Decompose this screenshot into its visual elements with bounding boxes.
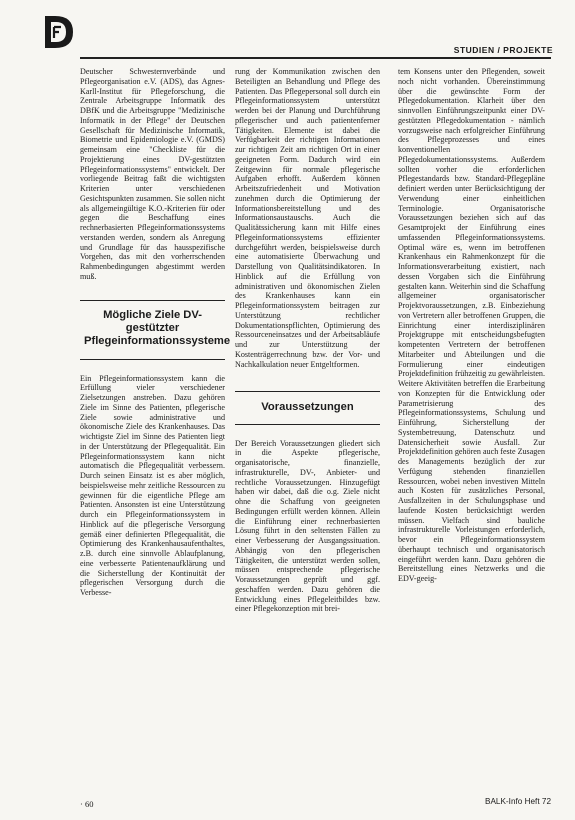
column-2: [235, 67, 380, 614]
prerequisites-paragraph: Der Bereich Voraussetzungen gliedert sich in die Aspekte pflegerische, organisatorische, finanzielle, infrastrukturelle, DV-, Anbieter- und rechtliche Voraussetzungen. Hinzugefügt haben wir dabei, daß die o.g. Ziele nicht ohne die Schaffung von geeigneten Bedingungen erfüllt werden können. Allein die Einführung einer rechnerbasierten Lösung führt in den seltensten Fällen zu einer Verbesserung der Ausgangssituation. Abhängig von den pflegerischen Tätigkeiten, die unterstützt werden sollen, müssen entsprechende pflegerische Voraussetzungen geprüft und ggf. geschaffen werden. Dazu gehören die Entwicklung eines Pflegeleitbildes bzw. einer Pflegekonzeption mit brei-: [235, 438, 380, 614]
section-label: STUDIEN / PROJEKTE: [453, 45, 553, 55]
goals-paragraph: Ein Pflegeinformationssystem kann die Erfüllung vieler verschiedener Zielsetzungen anstreben. Dazu gehören Ziele im Sinne des Patienten, pflegerische Ziele sowie administrative und ökonomische Ziele des Krankenhauses. Das wichtigste Ziel im Sinne des Patienten liegt in der Unterstützung der Pflegequalität. Ein Pflegeinformationssystem kann nicht automatisch die Pflegequalität verbessern. Durch seinen Einsatz ist es aber möglich, beispielsweise mehr zeitliche Ressourcen zu gewinnen für die eigentliche Pflege am Patienten. Ansonsten ist eine Unterstützung durch ein Pflegeinformationssystem in Hinblick auf die pflegerische Versorgung gemäß einer definierten Pflegequalität, die Optimierung des Krankenhausaufenthaltes, z.B. durch eine sinnvolle Ablaufplanung, eine verbesserte Patientenaufklärung und die Sicherstellung der Kontinuität der pflegerischen Versorgung durch die Verbesse-: [80, 373, 225, 598]
section-heading-goals: Mögliche Ziele DV-gestützter Pflegeinformationssysteme: [80, 300, 225, 360]
page-number: · 60: [80, 799, 94, 809]
column-1: [80, 67, 231, 598]
goals-continued-paragraph: rung der Kommunikation zwischen den Beteiligten an Behandlung und Pflege des Patienten. Das Pflegepersonal soll durch ein Pflegeinformationssystem unterstützt werden bei der Planung und Durchführung pflegerischer und auch patientenferner Tätigkeiten. Elemente ist dabei die Verfügbarkeit der richtigen Informationen zur richtigen Zeit am richtigen Ort in einer geeigneten Form. Dadurch wird ein Zeitgewinn für normale pflegerische Aufgaben erhofft. Außerdem können Arbeitszufriedenheit und Motivation zunehmen durch die Optimierung der Informationsbereitstellung und des Informationsaustauschs. Auch die Qualitätssicherung kann mit Hilfe eines Pflegeinformationssystems effizienter durchgeführt werden, beispielsweise durch eine automatisierte Überwachung und Darstellung von Qualitätsindikatoren. In Hinblick auf die Erfüllung von administrativen und ökonomischen Zielen des Krankenhauses kann ein Pflegeinformationssystem beitragen zur Unterstützung rechtlicher Dokumentationspflichten, Optimierung des Ressourceneinsatzes und der Arbeitsabläufe und zur Unterstützung der Kostenträgerrechnung bzw. der Vor- und Nachkalkulation neuer Entgeltformen.: [235, 67, 380, 369]
column-3: [398, 67, 545, 584]
header-rule: [80, 57, 551, 59]
prerequisites-continued-paragraph: tem Konsens unter den Pflegenden, soweit noch nicht vorhanden. Übereinstimmung über die gewünschte Form der Pflegedokumentation. Klarheit über den sinnvollen Einführungszeitpunkt einer DV-gestützten Pflegedokumentation - nämlich vorzugsweise nach erfolgreicher Einführung des Pflegeprozesses und eines konventionellen Pflegedokumentationssystems. Außerdem sollten vorher die erforderlichen Pflegestandards bzw. Standard-Pflegepläne definiert werden unter Berücksichtigung der Verwendung einer einheitlichen Terminologie. Organisatorische Voraussetzungen beziehen sich auf das Gesamtprojekt der Einführung eines umfassenden Pflegeinformationssystems. Optimal wäre es, wenn im betroffenen Krankenhaus ein Rahmenkonzept für die Informationsverarbeitung existiert, nach dessen Vorgaben sich die Einführung gestalten kann. Weiterhin sind die Schaffung allgemeiner organisatorischer Projektvoraussetzungen, z.B. Einbeziehung von Vertretern aller betroffenen Gruppen, die Einrichtung einer interdisziplinären Projektgruppe mit entscheidungsbefugten kompetenten Vertretern der betroffenen Mitarbeiter und Abteilungen und die Formulierung einer eindeutigen Projektdefinition frühzeitig zu gewährleisten. Weitere Aktivitäten betreffen die Erarbeitung von Konzepten für die Entwicklung oder Parametrisierung des Pflegeinformationssystems, Schulung und Einführung, Sicherstellung der Systembetreuung, Datenschutz und Datensicherheit sowie Ausfall. Zur Projektdefinition gehören auch feste Zusagen des Managements bezüglich der zur Verfügung stehenden finanziellen Ressourcen, wobei neben investiven Mitteln auch Kosten für zusätzliches Personal, Ausfallzeiten in der Schulungsphase und laufende Kosten berücksichtigt werden müssen. Vielfach sind bauliche infrastrukturelle Vorleistungen erforderlich, bevor ein Pflegeinformationssystem überhaupt technisch und organisatorisch eingeführt werden kann. Dazu gehören die Bereitstellung eines Netzwerks und die EDV-geeig-: [398, 67, 545, 583]
intro-paragraph: Deutscher Schwesternverbände und Pflegeorganisation e.V. (ADS), das Agnes-Karll-Institut für Pflegeforschung, die Zentrale Arbeitsgruppe Informatik des DBfK und die Arbeitsgruppe "Medizinische Informatik in der Pflege" der Deutschen Gesellschaft für Medizinische Informatik, Biometrie und Epidemiologie e.V. (GMDS) gemeinsam eine "Checkliste für die Projektierung eines DV-gestützten Pflegeinformationssystems" entwickelt. Der vorliegende Beitrag faßt die wichtigsten Kriterien unter verschiedenen Gesichtspunkten zusammen. Sie sollen nicht als allgemeingültige K.O.-Kriterien für oder gegen die Beschaffung eines rechnerbasierten Pflegeinformationssystems verstanden werden, sondern als Anregung und Grundlage für das hausspezifische Vorgehen, das mit den vorherrschenden Rahmenbedingungen abgestimmt werden muß.: [80, 67, 225, 281]
section-heading-prerequisites: Voraussetzungen: [235, 391, 380, 424]
publisher-logo: [42, 14, 76, 50]
journal-footer: BALK-Info Heft 72: [485, 797, 551, 806]
